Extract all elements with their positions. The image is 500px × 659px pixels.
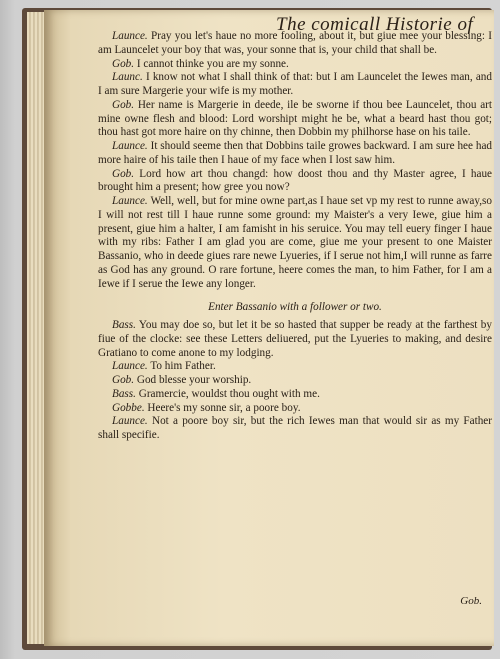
speech-line	[98, 374, 492, 388]
speech-line	[98, 195, 492, 291]
speech-text: I cannot thinke you are my sonne.	[136, 57, 289, 70]
speaker: Bass.	[112, 319, 136, 331]
speaker: Gob.	[112, 167, 135, 180]
speech-line	[98, 415, 492, 443]
speaker: Launc.	[112, 71, 143, 84]
speech-text: Heere's my sonne sir, a poore boy.	[147, 401, 301, 414]
speech-text: It should seeme then that Dobbins taile growes backward. I am sure hee had more haire of his taile then I haue of my face when I lost saw him.	[98, 140, 493, 166]
speaker: Gob.	[112, 57, 135, 70]
speaker: Launce.	[112, 195, 148, 207]
speech-line	[98, 140, 492, 168]
speaker: Gob.	[112, 98, 135, 111]
speech-line	[98, 319, 492, 360]
speech-text: Not a poore boy sir, but the rich Iewes man that would sir as my Father shall specifie.	[98, 415, 493, 441]
speaker: Bass.	[112, 387, 136, 400]
speaker: Launce.	[112, 360, 148, 373]
speech-text: Pray you let's haue no more fooling, about it, but giue mee your blessing: I am Launcelet your boy that was, your sonne that is, your child that shall be.	[98, 30, 492, 56]
catchword: Gob.	[460, 595, 482, 607]
speech-text: Gramercie, wouldst thou ought with me.	[138, 387, 320, 400]
speech-line	[98, 30, 492, 58]
speaker: Launce.	[112, 30, 148, 42]
speech-text: You may doe so, but let it be so hasted that supper be ready at the farthest by fiue of the clocke: see these Letters deliuered, put the Lyueries to making, and desire Gratiano to come anone to my lodging.	[98, 319, 492, 359]
speech-text: I know not what I shall think of that: but I am Launcelet the Iewes man, and I am sure Margerie your wife is my mother.	[98, 71, 492, 97]
speech-text: Lord how art thou changd: how doost thou and thy Master agree, I haue brought him a present; how gree you now?	[98, 167, 492, 194]
stage-direction: Enter Bassanio with a follower or two.	[208, 301, 382, 314]
speech-text: Her name is Margerie in deede, ile be sworne if thou bee Launcelet, thou art mine owne flesh and blood: Lord worshipt might he be, what a beard hast thou got; thou hast got more haire on thy chinne, then Dobbin my philhorse hase on his taile.	[98, 98, 492, 139]
speaker: Launce.	[112, 140, 148, 152]
speech-line	[98, 99, 492, 140]
page-text	[98, 30, 492, 443]
speech-text: God blesse your worship.	[136, 374, 252, 386]
speech-line	[98, 360, 492, 374]
speaker: Launce.	[112, 415, 148, 428]
speech-line	[98, 402, 492, 416]
speech-line	[98, 58, 492, 72]
speech-line	[98, 388, 492, 402]
speech-line	[98, 168, 492, 196]
running-head: The comicall Historie of	[276, 14, 474, 35]
speaker: Gob.	[112, 374, 135, 386]
speech-text: To him Father.	[150, 360, 216, 373]
speech-text: Well, well, but for mine owne part,as I haue set vp my rest to runne away,so I will not rest till I haue runne some ground: my Maister's a very Iewe, giue him a present, giue him a halter, I am famisht in his seruice. You may tell euery finger I haue with my ribs: Father I am glad you are come, giue me your present to one Maister Bassanio, who in deede giues rare newe Lyueries, if I serue not him,I will runne as farre as God has any ground. O rare fortune, heere comes the man, to him Father, for I am a Iewe if I serue the Iewe any longer.	[98, 195, 492, 290]
speaker: Gobbe.	[112, 401, 145, 414]
speech-line	[98, 71, 492, 99]
